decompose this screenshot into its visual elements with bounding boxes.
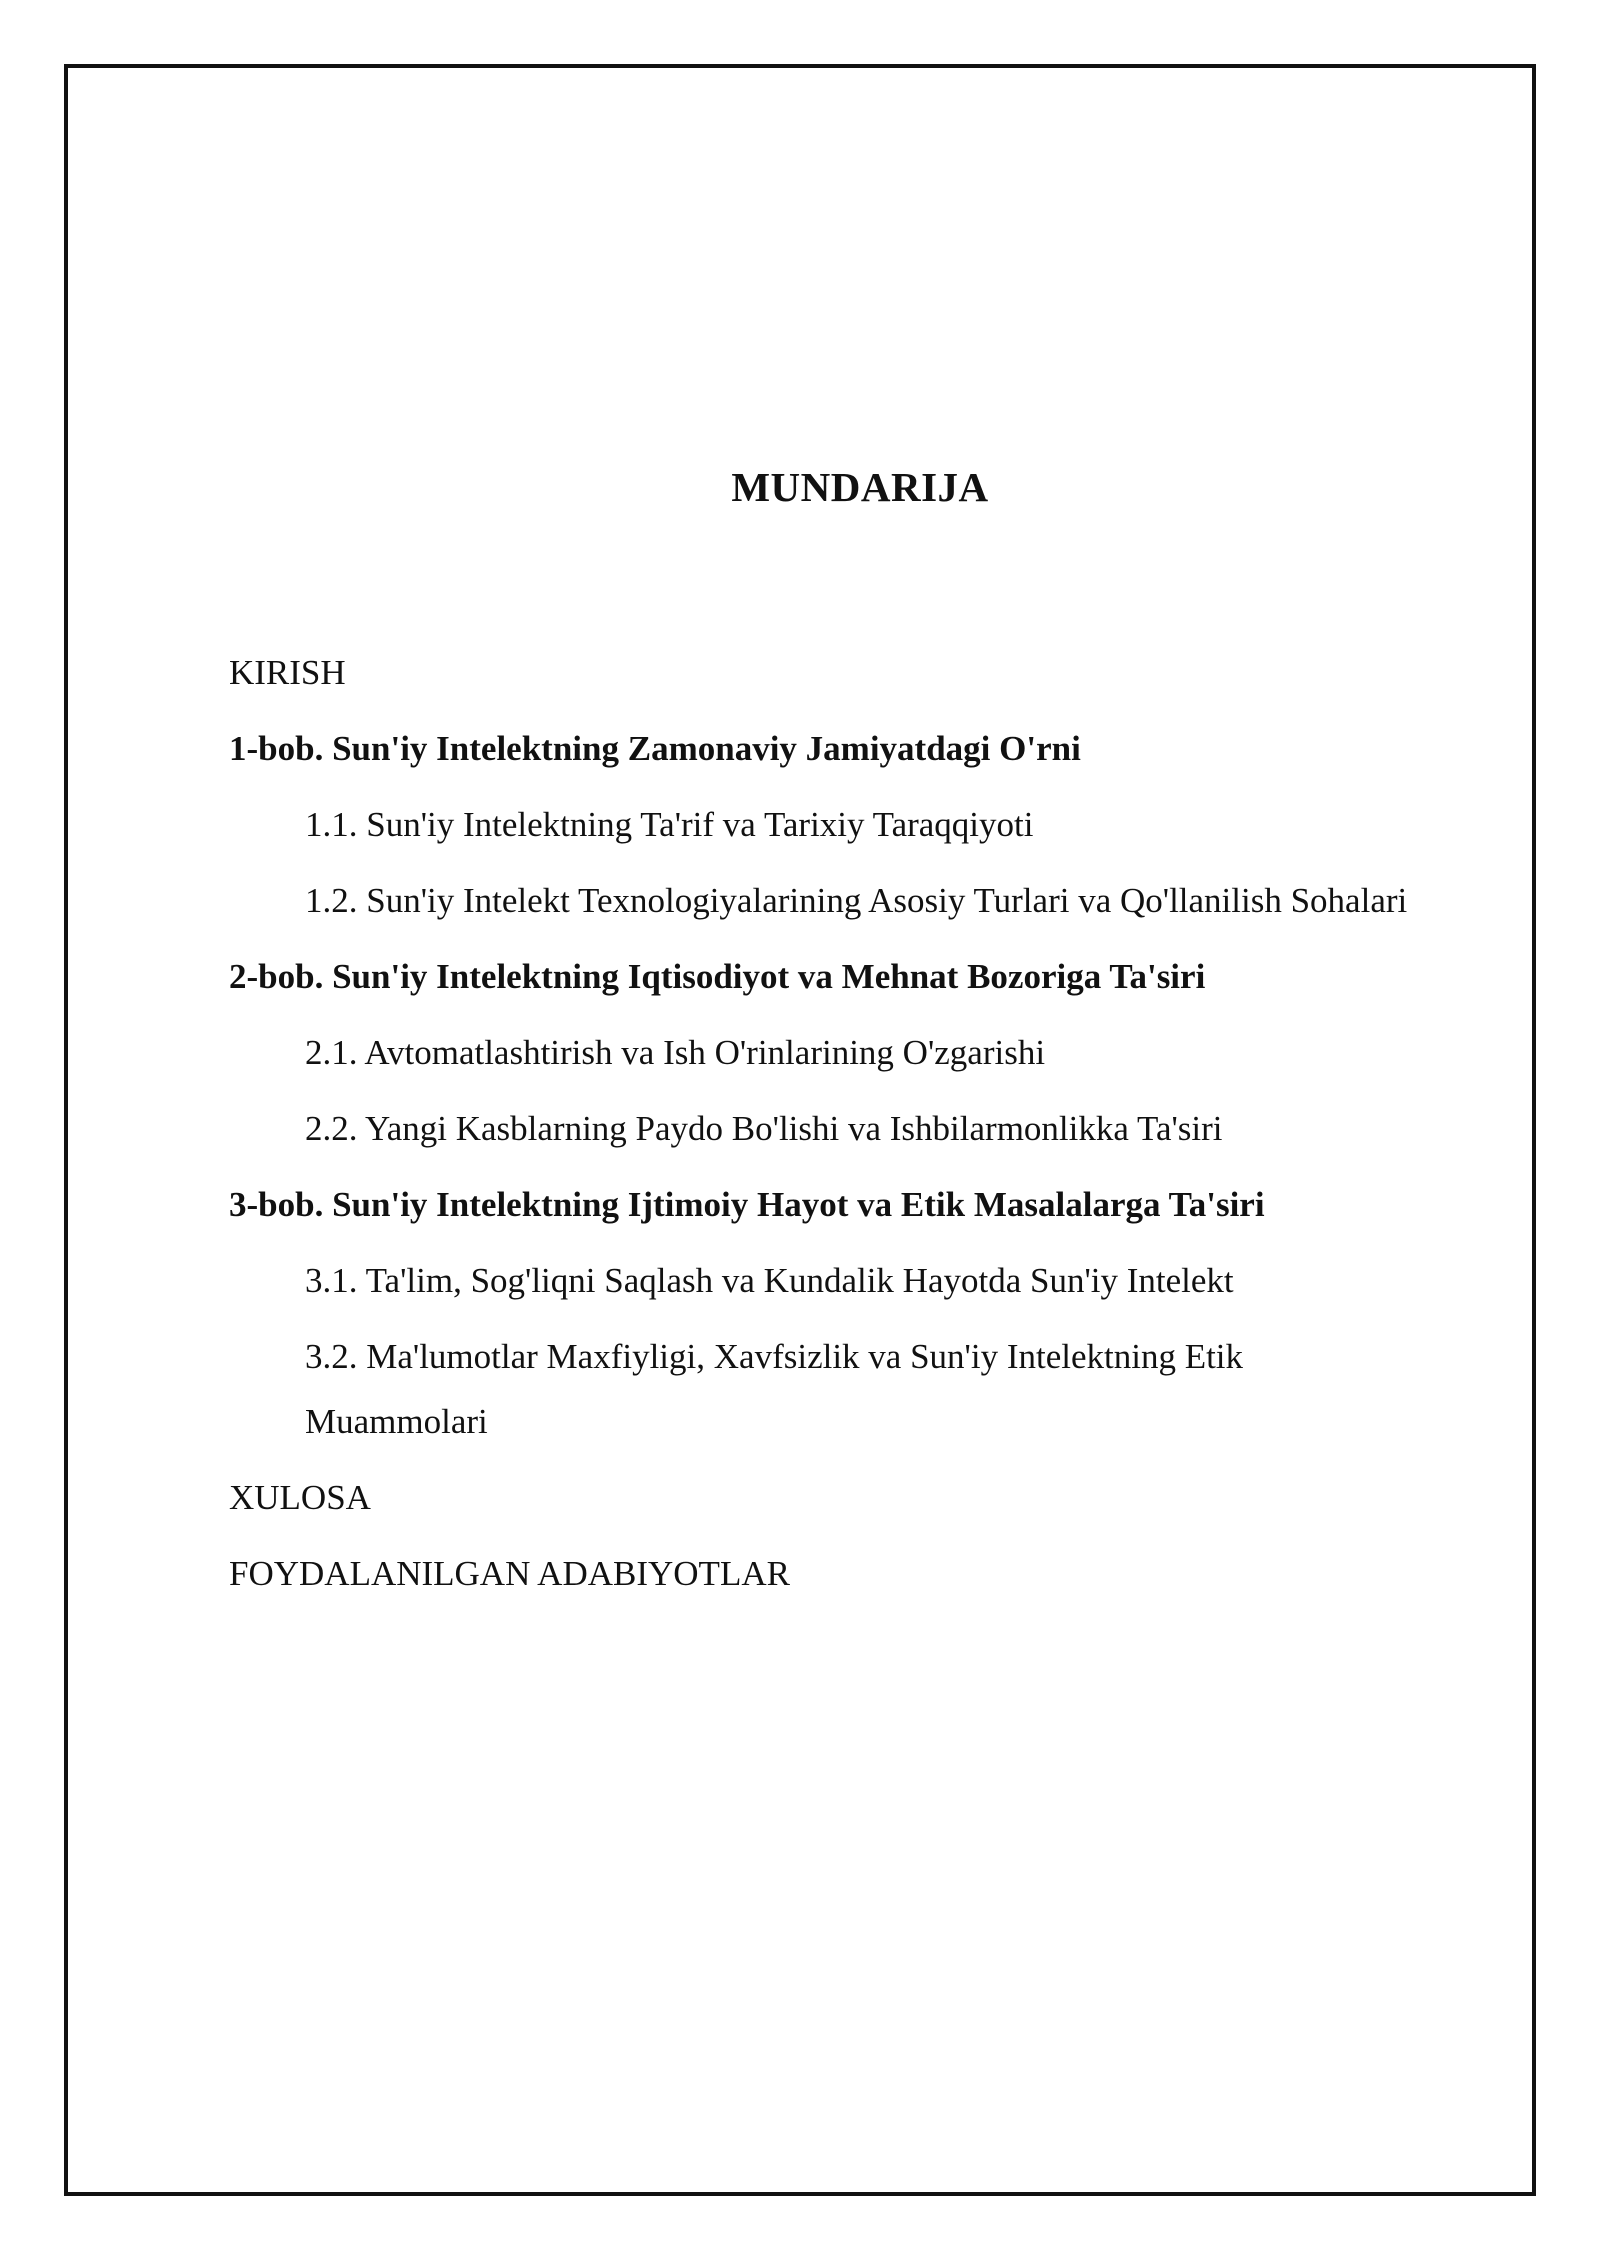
toc-item-section-1-2: 1.2. Sun'iy Intelekt Texnologiyalarining Asosiy Turlari va Qo'llanilish Sohalari — [305, 881, 1408, 920]
table-of-contents — [229, 640, 1429, 1617]
toc-item-references: FOYDALANILGAN ADABIYOTLAR — [229, 1554, 790, 1593]
toc-item-section-2-1: 2.1. Avtomatlashtirish va Ish O'rinlarining O'zgarishi — [305, 1033, 1046, 1072]
toc-item-chapter-1: 1-bob. Sun'iy Intelektning Zamonaviy Jamiyatdagi O'rni — [229, 729, 1081, 768]
toc-item-conclusion: XULOSA — [229, 1478, 371, 1517]
page-title: MUNDARIJA — [731, 464, 989, 510]
toc-item-chapter-2: 2-bob. Sun'iy Intelektning Iqtisodiyot va Mehnat Bozoriga Ta'siri — [229, 957, 1206, 996]
toc-item-intro: KIRISH — [229, 653, 346, 692]
toc-item-section-2-2: 2.2. Yangi Kasblarning Paydo Bo'lishi va Ishbilarmonlikka Ta'siri — [305, 1109, 1223, 1148]
toc-item-section-3-2: 3.2. Ma'lumotlar Maxfiyligi, Xavfsizlik va Sun'iy Intelektning Etik Muammolari — [305, 1337, 1244, 1441]
toc-item-section-1-1: 1.1. Sun'iy Intelektning Ta'rif va Tarixiy Taraqqiyoti — [305, 805, 1034, 844]
toc-item-section-3-1: 3.1. Ta'lim, Sog'liqni Saqlash va Kundalik Hayotda Sun'iy Intelekt — [305, 1261, 1234, 1300]
toc-item-chapter-3: 3-bob. Sun'iy Intelektning Ijtimoiy Hayot va Etik Masalalarga Ta'siri — [229, 1185, 1265, 1224]
